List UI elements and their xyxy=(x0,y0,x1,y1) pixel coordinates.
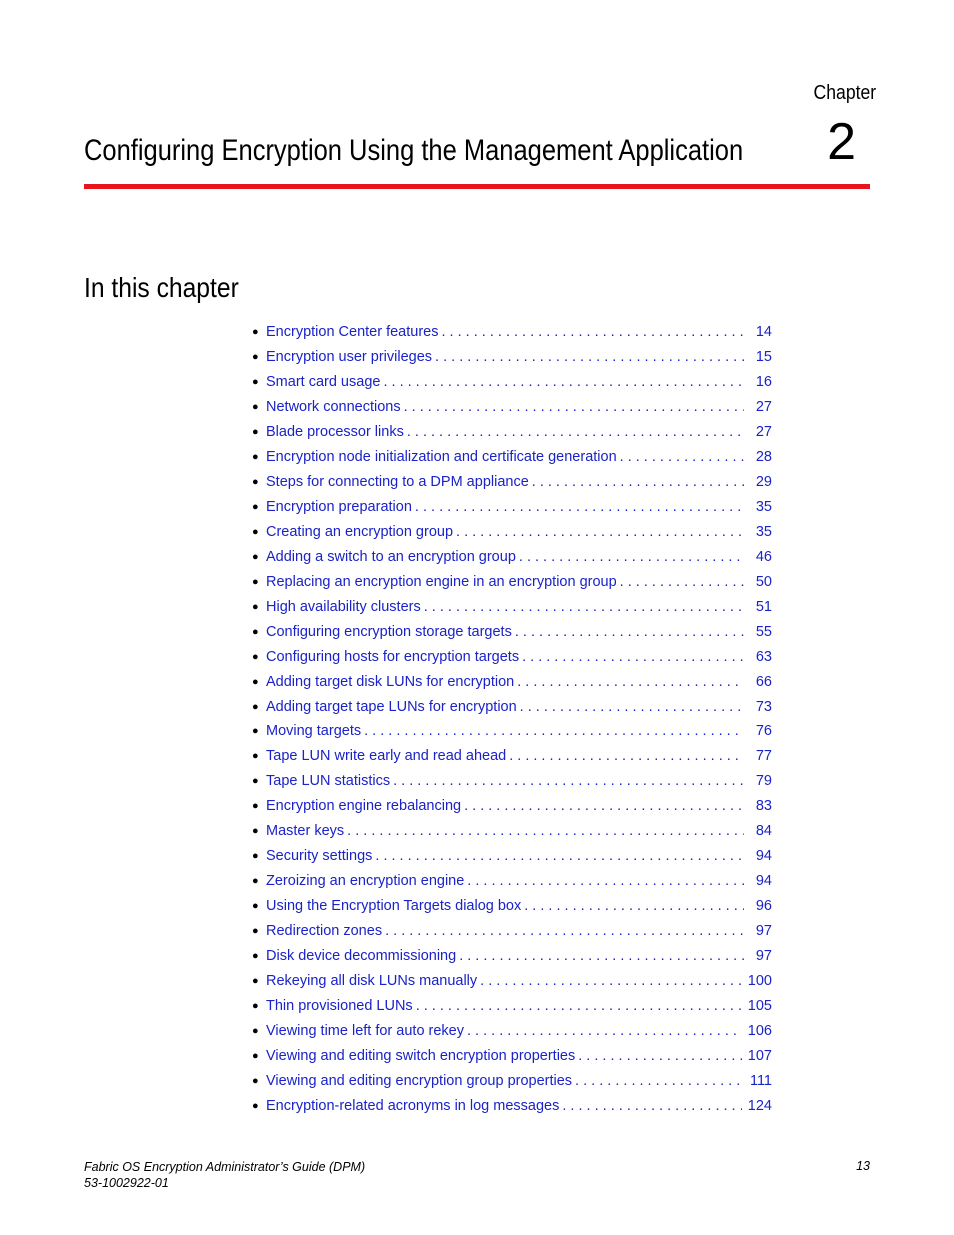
toc-item-title: Encryption user privileges xyxy=(266,349,433,366)
bullet-icon: ● xyxy=(252,1074,259,1087)
dot-leader xyxy=(415,499,744,515)
toc-item-page: 46 xyxy=(755,548,772,565)
toc-link[interactable] xyxy=(266,823,772,839)
toc-item-title: Encryption node initialization and certificate generation xyxy=(266,449,617,466)
toc-link[interactable] xyxy=(266,599,772,615)
dot-leader xyxy=(424,599,744,615)
dot-leader xyxy=(480,973,742,989)
toc-item-title: Zeroizing an encryption engine xyxy=(266,873,465,890)
dot-leader xyxy=(575,1073,744,1089)
dot-leader xyxy=(407,424,744,440)
dot-leader xyxy=(385,923,744,939)
toc-item-title: Encryption engine rebalancing xyxy=(266,798,462,815)
toc-item-page: 55 xyxy=(755,623,772,640)
bullet-icon: ● xyxy=(252,875,259,888)
toc-link[interactable] xyxy=(266,798,772,814)
toc-item-title: Tape LUN write early and read ahead xyxy=(266,748,507,765)
toc-item xyxy=(252,644,772,669)
dot-leader xyxy=(517,674,744,690)
toc-item-page: 15 xyxy=(755,349,772,366)
toc-link[interactable] xyxy=(266,948,772,964)
toc-link[interactable] xyxy=(266,748,772,764)
toc-link[interactable] xyxy=(266,973,772,989)
toc-item-page: 96 xyxy=(755,898,772,915)
toc-item-title: High availability clusters xyxy=(266,598,421,615)
toc-link[interactable] xyxy=(266,449,772,465)
toc-item-page: 77 xyxy=(755,748,772,765)
toc-item-page: 97 xyxy=(755,947,772,964)
toc-item xyxy=(252,619,772,644)
dot-leader xyxy=(441,324,744,340)
dot-leader xyxy=(375,848,744,864)
dot-leader xyxy=(467,873,744,889)
toc-item xyxy=(252,943,772,968)
section-heading: In this chapter xyxy=(84,272,239,303)
toc-item-page: 66 xyxy=(755,673,772,690)
toc-item xyxy=(252,869,772,894)
toc-link[interactable] xyxy=(266,773,772,789)
toc-link[interactable] xyxy=(266,848,772,864)
bullet-icon: ● xyxy=(252,575,259,588)
toc-item-title: Encryption Center features xyxy=(266,324,439,341)
toc-item-title: Network connections xyxy=(266,399,401,416)
toc-item-page: 27 xyxy=(755,399,772,416)
dot-leader xyxy=(522,649,744,665)
toc-item xyxy=(252,993,772,1018)
toc-item xyxy=(252,769,772,794)
toc-link[interactable] xyxy=(266,1098,772,1114)
toc-link[interactable] xyxy=(266,1073,772,1089)
toc-item-page: 76 xyxy=(755,723,772,740)
toc-item-title: Creating an encryption group xyxy=(266,523,454,540)
bullet-icon: ● xyxy=(252,525,259,538)
toc-link[interactable] xyxy=(266,499,772,515)
toc-item-title: Disk device decommissioning xyxy=(266,947,457,964)
toc-link[interactable] xyxy=(266,524,772,540)
toc-item-title: Adding a switch to an encryption group xyxy=(266,548,516,565)
dot-leader xyxy=(364,723,744,739)
bullet-icon: ● xyxy=(252,949,259,962)
toc-item-title: Redirection zones xyxy=(266,922,383,939)
toc-item xyxy=(252,844,772,869)
toc-item-title: Adding target tape LUNs for encryption xyxy=(266,698,517,715)
toc-item-title: Blade processor links xyxy=(266,424,404,441)
toc-link[interactable] xyxy=(266,1048,772,1064)
toc-item-title: Viewing and editing switch encryption properties xyxy=(266,1047,576,1064)
toc-item xyxy=(252,1043,772,1068)
toc-link[interactable] xyxy=(266,699,772,715)
bullet-icon: ● xyxy=(252,999,259,1012)
bullet-icon: ● xyxy=(252,675,259,688)
footer-doc-number: 53-1002922-01 xyxy=(84,1176,169,1190)
toc-item xyxy=(252,470,772,495)
bullet-icon: ● xyxy=(252,426,259,439)
toc-item xyxy=(252,395,772,420)
bullet-icon: ● xyxy=(252,725,259,738)
dot-leader xyxy=(456,524,744,540)
toc-item-title: Steps for connecting to a DPM appliance xyxy=(266,474,529,491)
toc-item xyxy=(252,345,772,370)
toc-link[interactable] xyxy=(266,324,772,340)
toc-item-page: 73 xyxy=(755,698,772,715)
toc-item-title: Adding target disk LUNs for encryption xyxy=(266,673,515,690)
toc-item-title: Encryption-related acronyms in log messages xyxy=(266,1097,560,1114)
toc-item xyxy=(252,520,772,545)
dot-leader xyxy=(515,624,744,640)
toc-link[interactable] xyxy=(266,873,772,889)
toc-item-title: Rekeying all disk LUNs manually xyxy=(266,972,478,989)
toc-link[interactable] xyxy=(266,574,772,590)
toc-item-page: 94 xyxy=(755,873,772,890)
chapter-title-rule xyxy=(84,184,870,189)
bullet-icon: ● xyxy=(252,625,259,638)
toc-item xyxy=(252,894,772,919)
toc-item-title: Tape LUN statistics xyxy=(266,773,391,790)
toc-item xyxy=(252,919,772,944)
toc-item-page: 51 xyxy=(755,598,772,615)
bullet-icon: ● xyxy=(252,550,259,563)
bullet-icon: ● xyxy=(252,1049,259,1062)
toc-item-page: 27 xyxy=(755,424,772,441)
toc-item-title: Smart card usage xyxy=(266,374,381,391)
dot-leader xyxy=(578,1048,742,1064)
toc-item-title: Security settings xyxy=(266,848,373,865)
chapter-title: Configuring Encryption Using the Management Application xyxy=(84,134,744,167)
dot-leader xyxy=(435,349,744,365)
toc-item xyxy=(252,370,772,395)
toc-item-page: 14 xyxy=(755,324,772,341)
toc-item-page: 35 xyxy=(755,499,772,516)
toc-item-title: Encryption preparation xyxy=(266,499,412,516)
bullet-icon: ● xyxy=(252,900,259,913)
bullet-icon: ● xyxy=(252,924,259,937)
bullet-icon: ● xyxy=(252,775,259,788)
toc-item-page: 94 xyxy=(755,848,772,865)
toc-item-page: 106 xyxy=(747,1022,772,1039)
bullet-icon: ● xyxy=(252,750,259,763)
chapter-label: Chapter xyxy=(813,82,876,104)
toc-item-title: Using the Encryption Targets dialog box xyxy=(266,898,522,915)
toc-item xyxy=(252,694,772,719)
dot-leader xyxy=(416,998,742,1014)
dot-leader xyxy=(393,773,744,789)
dot-leader xyxy=(524,898,744,914)
toc-item-page: 107 xyxy=(747,1047,772,1064)
toc-item-page: 111 xyxy=(749,1072,772,1089)
toc-item-title: Configuring hosts for encryption targets xyxy=(266,648,520,665)
toc-item xyxy=(252,1068,772,1093)
bullet-icon: ● xyxy=(252,800,259,813)
footer-doc-info xyxy=(84,1159,365,1191)
toc-item xyxy=(252,544,772,569)
toc-link[interactable] xyxy=(266,649,772,665)
toc-item xyxy=(252,1093,772,1118)
toc-item-page: 16 xyxy=(755,374,772,391)
toc-item xyxy=(252,719,772,744)
bullet-icon: ● xyxy=(252,376,259,389)
chapter-number: 2 xyxy=(827,113,856,171)
toc-item xyxy=(252,669,772,694)
dot-leader xyxy=(467,1023,742,1039)
toc-link[interactable] xyxy=(266,674,772,690)
toc-item-page: 105 xyxy=(747,997,772,1014)
toc-item-title: Viewing and editing encryption group properties xyxy=(266,1072,573,1089)
dot-leader xyxy=(459,948,744,964)
dot-leader xyxy=(347,823,744,839)
chapter-contents-list xyxy=(252,320,772,1118)
bullet-icon: ● xyxy=(252,600,259,613)
bullet-icon: ● xyxy=(252,451,259,464)
bullet-icon: ● xyxy=(252,650,259,663)
dot-leader xyxy=(383,374,744,390)
toc-item xyxy=(252,594,772,619)
toc-item-title: Moving targets xyxy=(266,723,362,740)
toc-item xyxy=(252,445,772,470)
toc-link[interactable] xyxy=(266,998,772,1014)
toc-item-page: 50 xyxy=(755,573,772,590)
footer-doc-title: Fabric OS Encryption Administrator’s Guide (DPM) xyxy=(84,1160,366,1174)
dot-leader xyxy=(562,1098,741,1114)
toc-item xyxy=(252,794,772,819)
dot-leader xyxy=(532,474,744,490)
dot-leader xyxy=(620,449,744,465)
bullet-icon: ● xyxy=(252,501,259,514)
toc-item-page: 124 xyxy=(747,1097,772,1114)
footer-page-number: 13 xyxy=(856,1159,870,1173)
toc-link[interactable] xyxy=(266,923,772,939)
bullet-icon: ● xyxy=(252,974,259,987)
toc-item xyxy=(252,420,772,445)
dot-leader xyxy=(509,748,744,764)
toc-link[interactable] xyxy=(266,898,772,914)
bullet-icon: ● xyxy=(252,1099,259,1112)
toc-item-title: Master keys xyxy=(266,823,345,840)
toc-link[interactable] xyxy=(266,374,772,390)
toc-link[interactable] xyxy=(266,424,772,440)
toc-link[interactable] xyxy=(266,723,772,739)
toc-item-page: 83 xyxy=(755,798,772,815)
bullet-icon: ● xyxy=(252,825,259,838)
toc-item-page: 63 xyxy=(755,648,772,665)
toc-link[interactable] xyxy=(266,1023,772,1039)
dot-leader xyxy=(620,574,744,590)
bullet-icon: ● xyxy=(252,1024,259,1037)
toc-item xyxy=(252,569,772,594)
toc-item xyxy=(252,819,772,844)
toc-item-title: Viewing time left for auto rekey xyxy=(266,1022,464,1039)
toc-item-page: 79 xyxy=(755,773,772,790)
toc-item xyxy=(252,495,772,520)
toc-item-page: 28 xyxy=(755,449,772,466)
toc-item xyxy=(252,320,772,345)
dot-leader xyxy=(404,399,744,415)
toc-link[interactable] xyxy=(266,474,772,490)
toc-item-page: 35 xyxy=(755,523,772,540)
toc-item-title: Thin provisioned LUNs xyxy=(266,997,413,1014)
toc-item xyxy=(252,744,772,769)
bullet-icon: ● xyxy=(252,401,259,414)
bullet-icon: ● xyxy=(252,476,259,489)
toc-item-page: 84 xyxy=(755,823,772,840)
toc-item-page: 29 xyxy=(755,474,772,491)
chapter-title-row xyxy=(84,112,870,184)
toc-item-page: 97 xyxy=(755,922,772,939)
toc-item xyxy=(252,1018,772,1043)
toc-item-title: Replacing an encryption engine in an encryption group xyxy=(266,573,617,590)
bullet-icon: ● xyxy=(252,850,259,863)
toc-link[interactable] xyxy=(266,549,772,565)
toc-link[interactable] xyxy=(266,624,772,640)
bullet-icon: ● xyxy=(252,351,259,364)
toc-item-title: Configuring encryption storage targets xyxy=(266,623,512,640)
toc-item xyxy=(252,968,772,993)
dot-leader xyxy=(520,699,744,715)
toc-link[interactable] xyxy=(266,349,772,365)
dot-leader xyxy=(464,798,744,814)
dot-leader xyxy=(519,549,744,565)
toc-item-page: 100 xyxy=(747,972,772,989)
bullet-icon: ● xyxy=(252,700,259,713)
bullet-icon: ● xyxy=(252,326,259,339)
toc-link[interactable] xyxy=(266,399,772,415)
